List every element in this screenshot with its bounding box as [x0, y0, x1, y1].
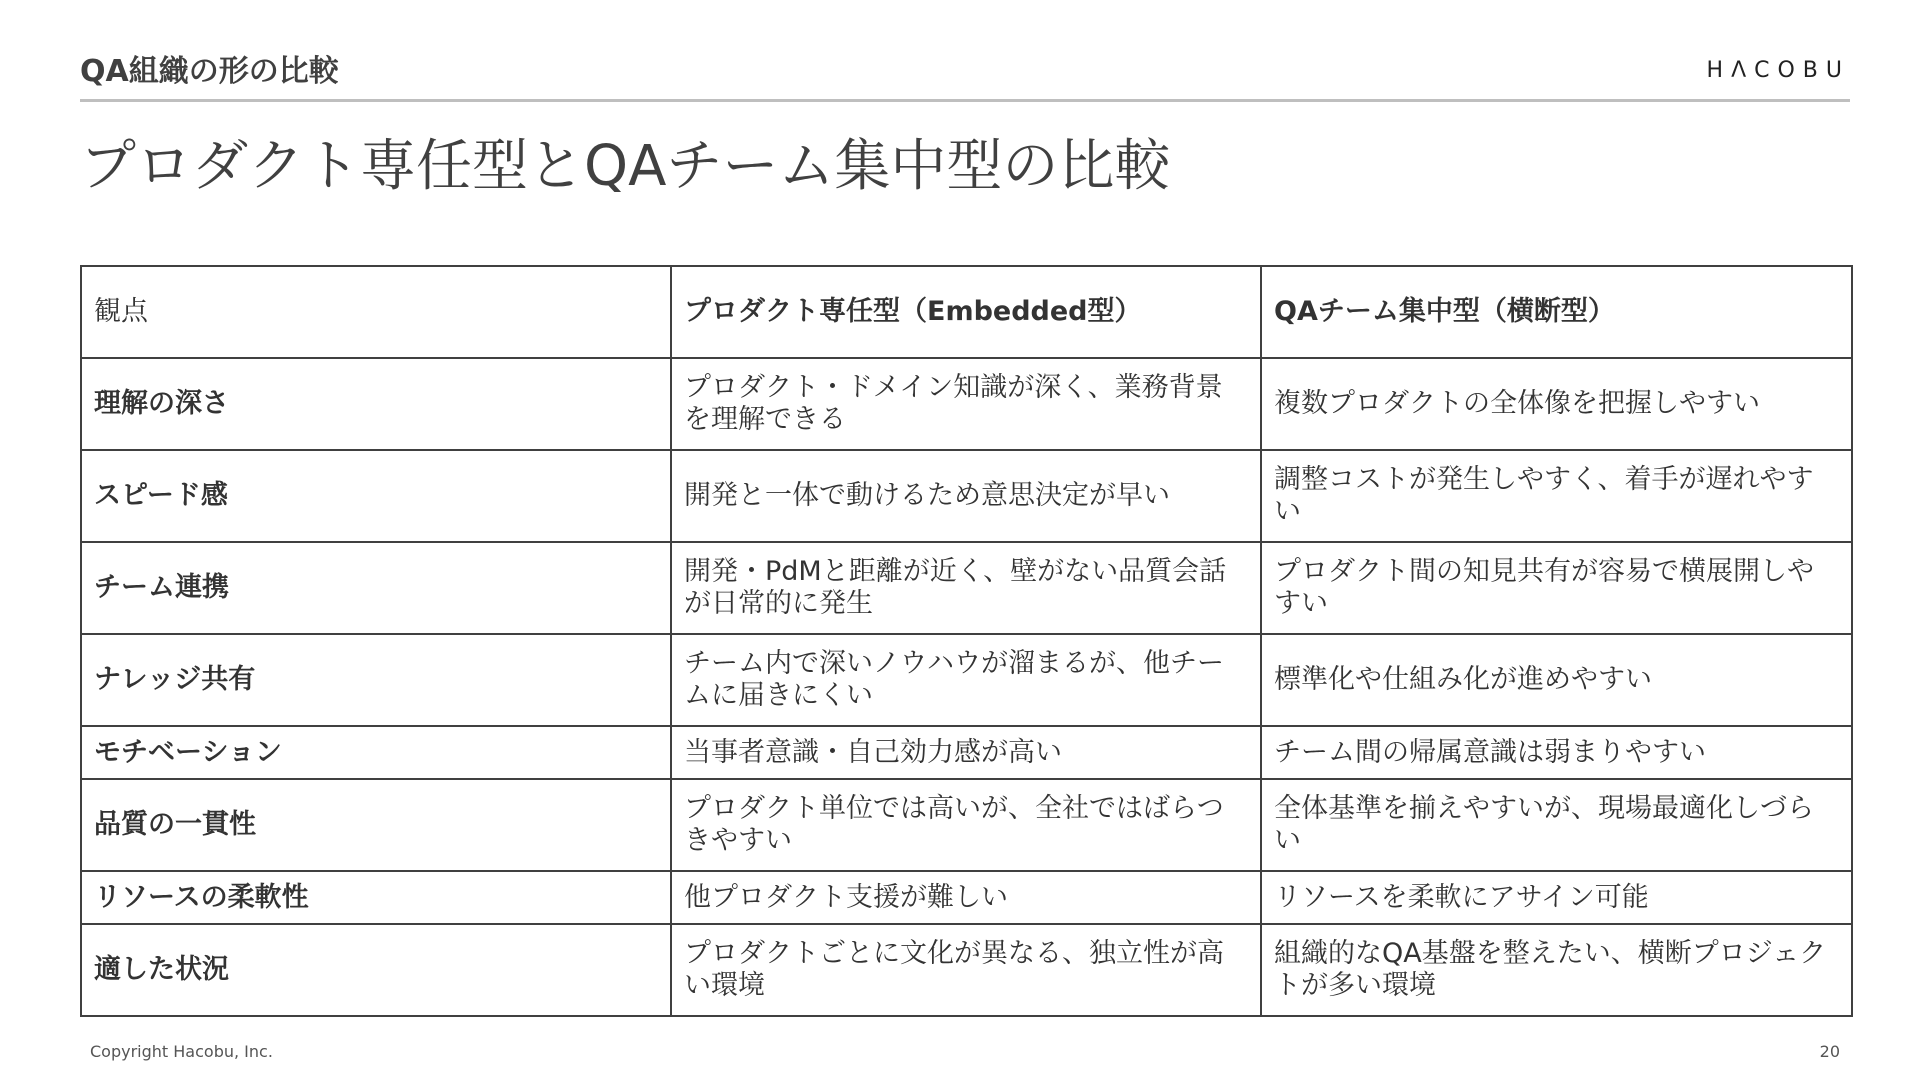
table-row	[81, 450, 1852, 542]
header-perspective: 観点	[81, 266, 671, 358]
table-row	[81, 358, 1852, 450]
row-label: 理解の深さ	[81, 358, 671, 450]
table-row	[81, 542, 1852, 634]
table-row	[81, 726, 1852, 779]
row-label: 品質の一貫性	[81, 779, 671, 871]
table-row	[81, 634, 1852, 726]
row-label: 適した状況	[81, 924, 671, 1016]
row-label: モチベーション	[81, 726, 671, 779]
embedded-cell: プロダクト・ドメイン知識が深く、業務背景を理解できる	[671, 358, 1261, 450]
page-number: 20	[1819, 1042, 1840, 1061]
centralized-cell: 複数プロダクトの全体像を把握しやすい	[1261, 358, 1852, 450]
embedded-cell: 当事者意識・自己効力感が高い	[671, 726, 1261, 779]
row-label: ナレッジ共有	[81, 634, 671, 726]
centralized-cell: プロダクト間の知見共有が容易で横展開しやすい	[1261, 542, 1852, 634]
embedded-cell: チーム内で深いノウハウが溜まるが、他チームに届きにくい	[671, 634, 1261, 726]
centralized-cell: 調整コストが発生しやすく、着手が遅れやすい	[1261, 450, 1852, 542]
section-title: QA組織の形の比較	[80, 54, 339, 89]
row-label: チーム連携	[81, 542, 671, 634]
table-row	[81, 779, 1852, 871]
centralized-cell: チーム間の帰属意識は弱まりやすい	[1261, 726, 1852, 779]
centralized-cell: リソースを柔軟にアサイン可能	[1261, 871, 1852, 924]
centralized-cell: 全体基準を揃えやすいが、現場最適化しづらい	[1261, 779, 1852, 871]
centralized-cell: 組織的なQA基盤を整えたい、横断プロジェクトが多い環境	[1261, 924, 1852, 1016]
centralized-cell: 標準化や仕組み化が進めやすい	[1261, 634, 1852, 726]
table-row	[81, 924, 1852, 1016]
row-label: スピード感	[81, 450, 671, 542]
table-row	[81, 871, 1852, 924]
embedded-cell: プロダクト単位では高いが、全社ではばらつきやすい	[671, 779, 1261, 871]
embedded-cell: プロダクトごとに文化が異なる、独立性が高い環境	[671, 924, 1261, 1016]
embedded-cell: 開発と一体で動けるため意思決定が早い	[671, 450, 1261, 542]
header-embedded: プロダクト専任型（Embedded型）	[671, 266, 1261, 358]
table-header-row	[81, 266, 1852, 358]
slide-title: プロダクト専任型とQAチーム集中型の比較	[80, 134, 1171, 199]
hacobu-logo: HΛCOBU	[1706, 58, 1850, 83]
header-centralized: QAチーム集中型（横断型）	[1261, 266, 1852, 358]
embedded-cell: 他プロダクト支援が難しい	[671, 871, 1261, 924]
embedded-cell: 開発・PdMと距離が近く、壁がない品質会話が日常的に発生	[671, 542, 1261, 634]
row-label: リソースの柔軟性	[81, 871, 671, 924]
comparison-table	[80, 265, 1853, 1017]
copyright-text: Copyright Hacobu, Inc.	[90, 1042, 273, 1061]
header-divider	[80, 99, 1850, 102]
